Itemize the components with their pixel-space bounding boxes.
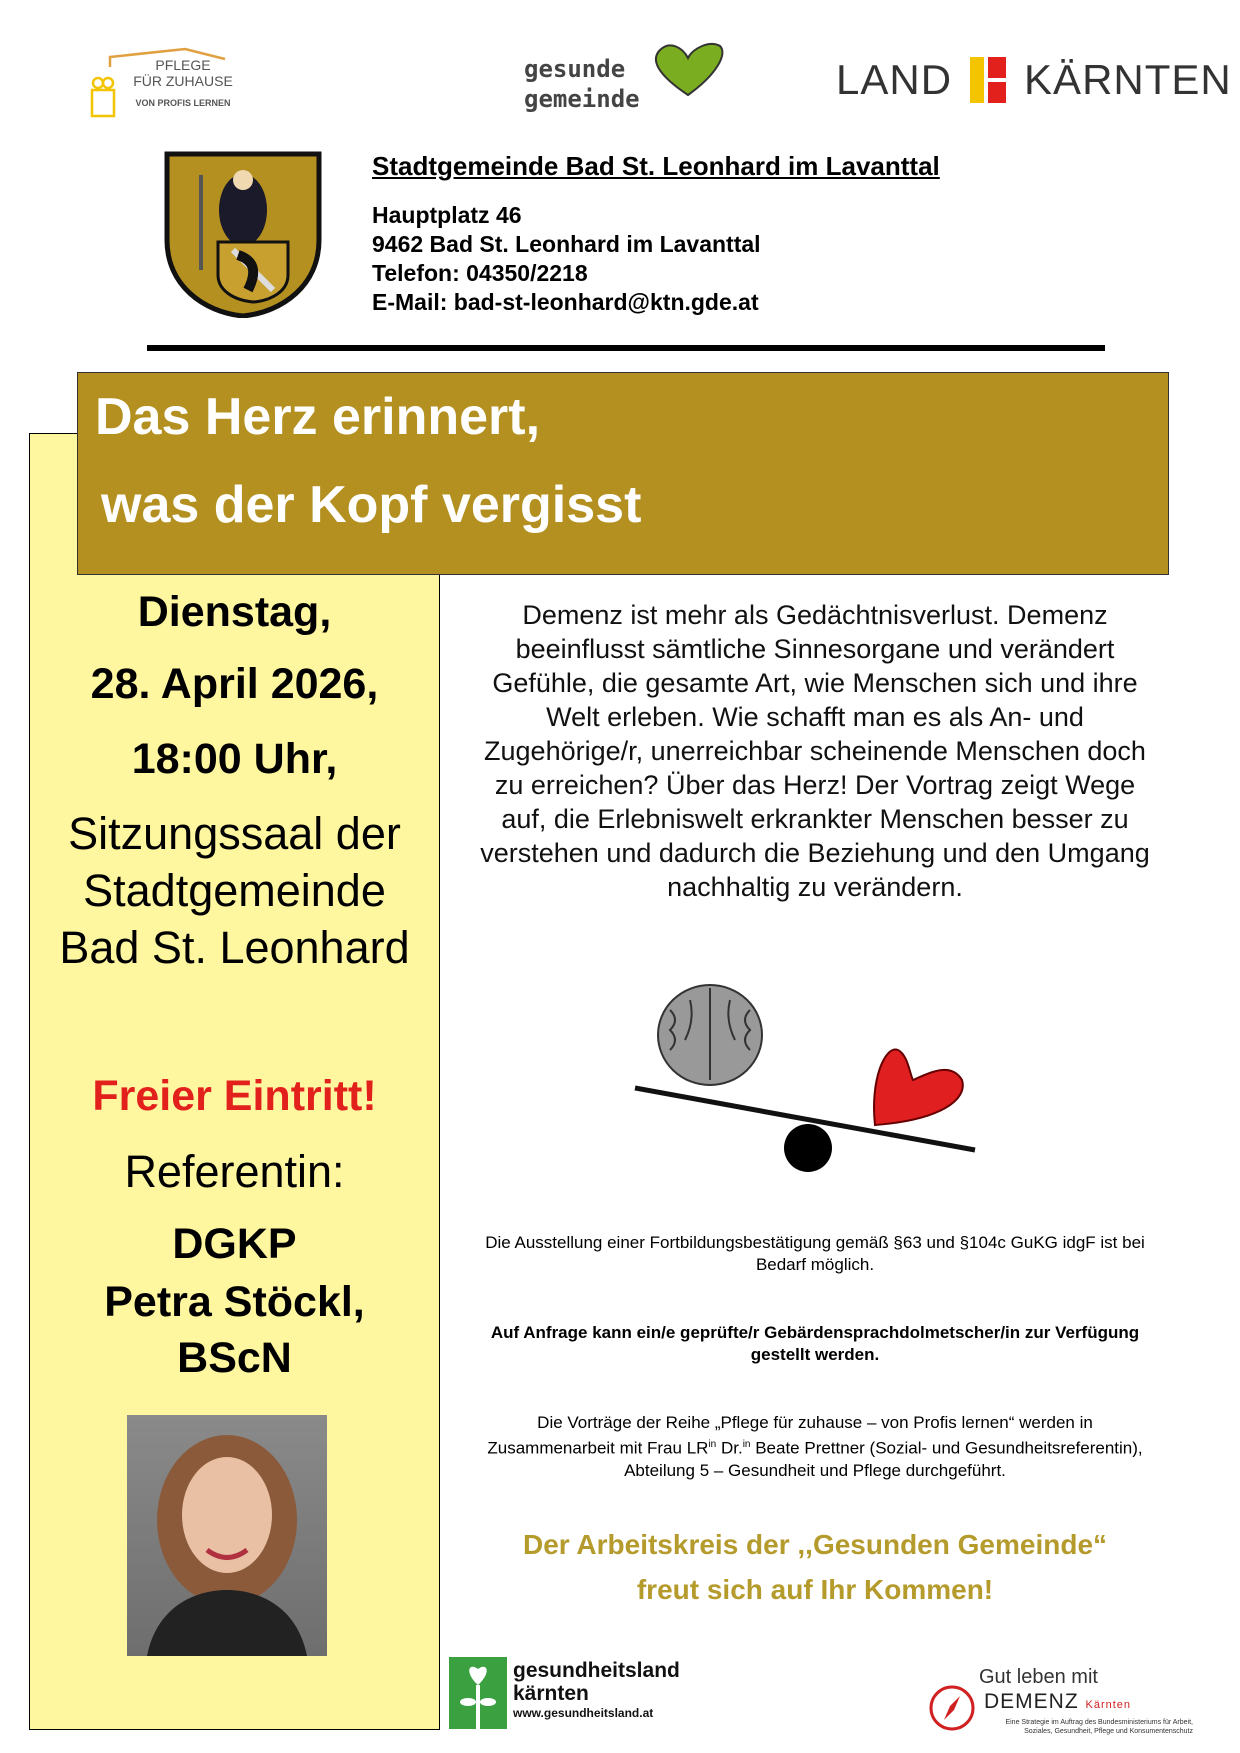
title-line: was der Kopf vergisst <box>101 476 642 534</box>
brain-heart-balance-illustration <box>630 980 980 1180</box>
speaker-name: Petra Stöckl, <box>104 1278 365 1326</box>
heart-icon <box>874 1050 963 1125</box>
note-text: Die Vorträge der Reihe „Pflege für zuhause – von Profis lernen“ werden in Zusammenarbeit mit Frau LR <box>487 1413 1093 1458</box>
logo-text: www.gesundheitsland.at <box>513 1706 654 1720</box>
note-text: in <box>742 1439 751 1450</box>
logo-text: kärnten <box>513 1682 589 1705</box>
closing-line: Der Arbeitskreis der ,,Gesunden Gemeinde“ <box>522 1529 1108 1560</box>
logo-text: PFLEGE <box>155 57 211 73</box>
event-description: Demenz ist mehr als Gedächtnisverlust. Demenz beeinflusst sämtliche Sinnesorgane und verändert Gefühle, die gesamte Art, wie Menschen sich und ihre Welt erleben. Wie schafft man es als An- und Zugehörige/r, unerreichbar scheinende Menschen doch zu erreichen? Über das Herz! Der Vortrag zeigt Wege auf, die Erlebniswelt erkrankter Menschen besser zu verstehen und dadurch die Beziehung und den Umgang nachhaltig zu verändern. <box>480 600 1150 902</box>
event-time: 18:00 Uhr, <box>131 735 338 783</box>
gesunde-gemeinde-logo <box>520 40 730 120</box>
speaker-title: DGKP <box>172 1220 297 1268</box>
event-day: Dienstag, <box>137 588 332 636</box>
address-line: Hauptplatz 46 <box>372 202 522 228</box>
municipality-title: Stadtgemeinde Bad St. Leonhard im Lavanttal <box>372 151 940 181</box>
certificate-note: Die Ausstellung einer Fortbildungsbestätigung gemäß §63 und §104c GuKG idgF ist bei Bedarf möglich. <box>485 1233 1145 1274</box>
sign-language-note: Auf Anfrage kann ein/e geprüfte/r Gebärdensprachdolmetscher/in zur Verfügung gestellt werden. <box>490 1323 1140 1364</box>
closing-line: freut sich auf Ihr Kommen! <box>636 1574 994 1605</box>
logo-text: KÄRNTEN <box>1024 56 1232 103</box>
brain-icon <box>658 985 762 1085</box>
gesundheitsland-logo <box>449 1657 680 1733</box>
speaker-label: Referentin: <box>124 1146 345 1197</box>
speaker-photo <box>127 1415 327 1656</box>
logo-text: LAND <box>836 56 953 103</box>
logo-text: Eine Strategie im Auftrag des Bundesministeriums für Arbeit, Soziales, Gesundheit, Pflege und Konsumentenschutz <box>1005 1719 1193 1735</box>
note-text: Dr. <box>716 1438 743 1458</box>
admission-free: Freier Eintritt! <box>92 1072 377 1120</box>
email[interactable]: E-Mail: bad-st-leonhard@ktn.gde.at <box>372 289 759 315</box>
logo-text: gesundheitsland <box>513 1659 680 1682</box>
title-line: Das Herz erinnert, <box>95 388 541 446</box>
logo-text: Kärnten <box>1085 1699 1132 1711</box>
logo-text: VON PROFIS LERNEN <box>135 98 231 108</box>
coat-of-arms <box>163 150 323 318</box>
pflege-fuer-zuhause-logo <box>90 45 240 120</box>
event-location: Stadtgemeinde <box>83 865 386 916</box>
event-date: 28. April 2026, <box>90 660 379 708</box>
logo-text: gesunde <box>524 55 626 83</box>
fulcrum <box>784 1124 832 1172</box>
address-line: 9462 Bad St. Leonhard im Lavanttal <box>372 231 761 257</box>
land-kaernten-logo <box>836 55 1232 105</box>
title-banner <box>77 372 1169 575</box>
demenz-strategie-logo <box>926 1666 1196 1744</box>
note-text: in <box>708 1439 717 1450</box>
flower-icon <box>449 1657 507 1729</box>
phone: Telefon: 04350/2218 <box>372 260 588 286</box>
logo-text: FÜR ZUHAUSE <box>133 73 233 89</box>
compass-icon <box>928 1684 976 1732</box>
event-location: Bad St. Leonhard <box>59 922 410 973</box>
logo-text: Gut leben mit <box>979 1666 1098 1688</box>
heart-icon <box>648 40 728 100</box>
flag-icon <box>970 57 1006 103</box>
series-note <box>480 1412 1150 1482</box>
logo-text: gemeinde <box>524 85 640 113</box>
event-location: Sitzungssaal der <box>68 808 401 859</box>
municipality-address <box>372 152 940 317</box>
divider <box>147 345 1105 351</box>
logo-text: DEMENZ <box>984 1690 1079 1713</box>
speaker-degree: BScN <box>177 1334 292 1382</box>
note-text: Beate Prettner (Sozial- und Gesundheitsreferentin), Abteilung 5 – Gesundheit und Pflege durchgeführt. <box>624 1438 1143 1480</box>
